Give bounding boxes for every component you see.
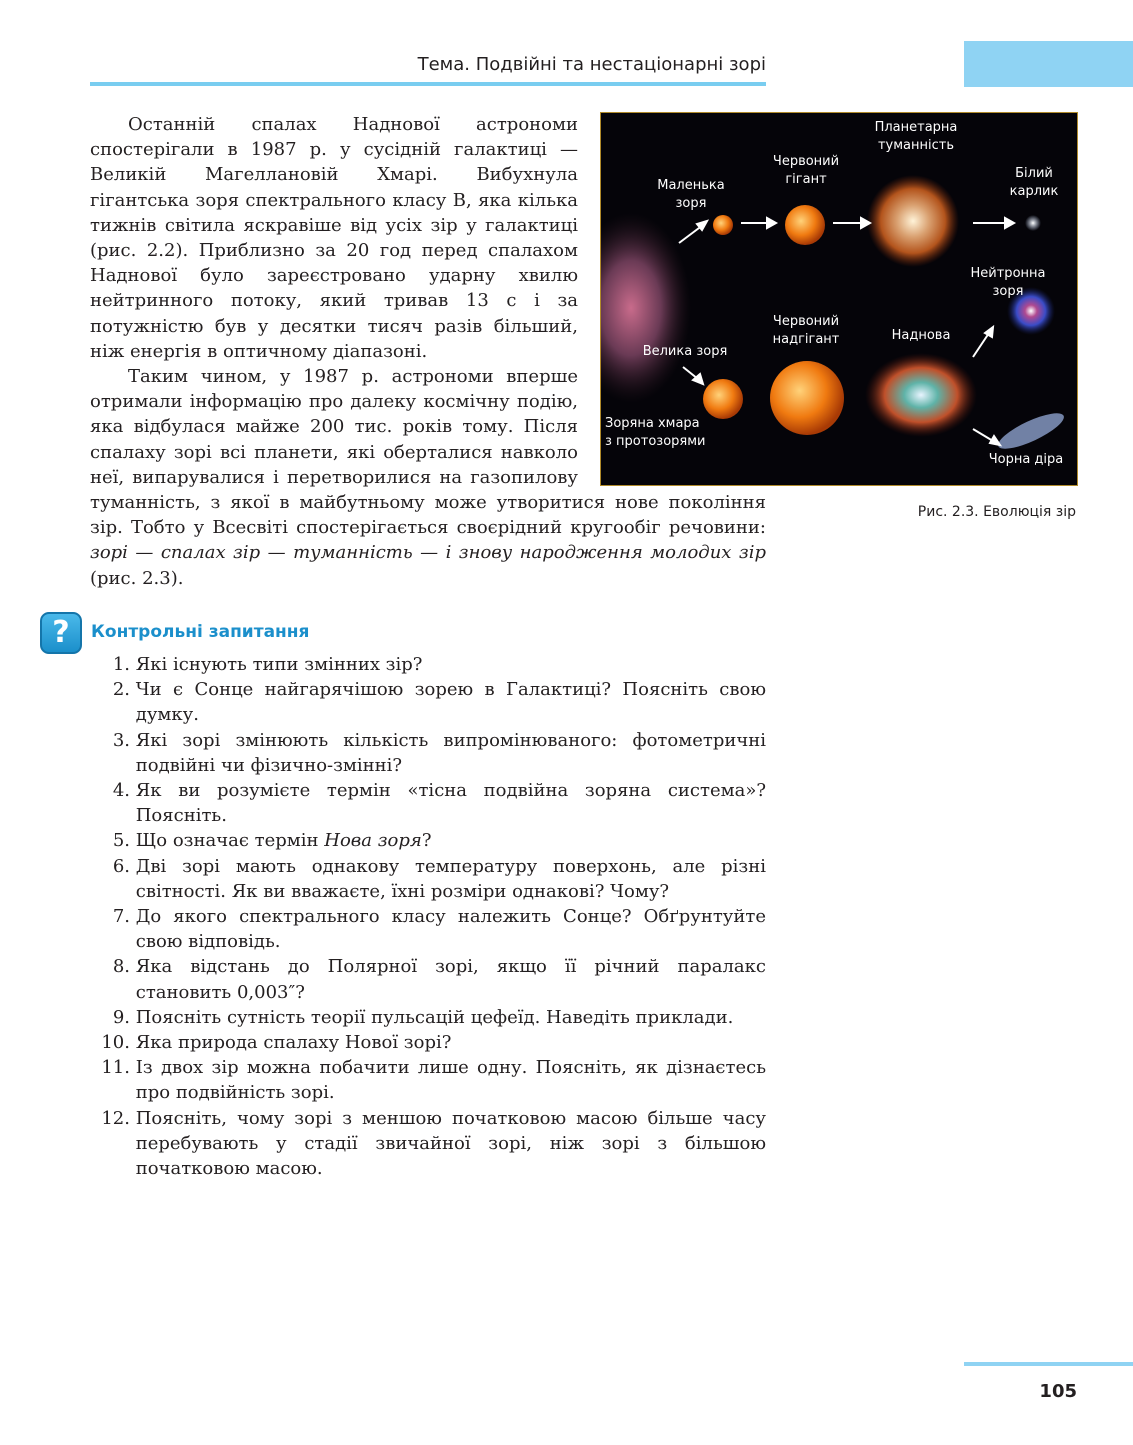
page-header-title: Тема. Подвійні та нестаціонарні зорі (417, 54, 766, 75)
red-supergiant-image (770, 361, 844, 435)
list-item: 2. Чи є Сонце найгарячішою зорею в Галактиці? Поясніть свою думку. (112, 679, 766, 726)
big-star-image (703, 379, 743, 419)
label-red-giant: Червоний гігант (772, 154, 840, 187)
list-item: 4. Як ви розумієте термін «тісна подвійна зоряна система»? Поясніть. (112, 780, 766, 827)
list-item: 9. Поясніть сутність теорії пульсацій цефеїд. Наведіть приклади. (112, 1006, 734, 1028)
red-giant-image (785, 205, 825, 245)
questions-list (90, 652, 766, 1181)
header-color-tab (964, 41, 1133, 87)
list-item: 1. Які існують типи змінних зір? (112, 654, 423, 675)
label-small-star: Маленька зоря (657, 178, 725, 211)
footer-divider (964, 1362, 1133, 1366)
paragraph-2-emphasis: зорі — спалах зір — туманність — і знову народження молодих зір (90, 542, 766, 564)
label-red-supergiant: Червоний надгігант (772, 314, 840, 347)
label-white-dwarf: Білий карлик (1009, 166, 1059, 199)
stellar-evolution-figure (600, 112, 1078, 486)
label-black-hole: Чорна діра (988, 452, 1064, 467)
page-number: 105 (1039, 1381, 1077, 1402)
white-dwarf-image (1025, 215, 1041, 231)
black-hole-image (994, 407, 1068, 456)
label-big-star: Велика зоря (642, 344, 728, 359)
list-item: 12. Поясніть, чому зорі з меншою початковою масою більше часу перебувають у стадії звичайної зорі, ніж зорі з більшою початковою масою. (101, 1107, 766, 1180)
paragraph-2-end: (рис. 2.3). (90, 567, 184, 589)
label-neutron-star: Нейтронна зоря (970, 266, 1046, 299)
list-item: 6. Дві зорі мають однакову температуру поверхонь, але різні світності. Як ви вважаєте, їхні розміри однакові? Чому? (112, 855, 766, 902)
list-item: 5. Що означає термін Нова зоря? (112, 830, 432, 852)
figure-caption: Рис. 2.3. Еволюція зір (917, 504, 1076, 520)
paragraph-2-text: Таким чином, у 1987 р. астрономи вперше отримали інформацію про далеку космічну подію, яка відбулася майже 200 тис. років тому. Після спалаху зорі всі планети, які оберталися навколо неї, випарувалися і перетворилися на газопилову туманність, з якої в майбутньому може утворитися нове покоління зір. Тобто у Всесвіті спостерігається своєрідний кругообіг речовини: (90, 366, 766, 539)
text-column (90, 112, 578, 364)
small-star-image (713, 215, 733, 235)
list-item: 7. До якого спектрального класу належить Сонце? Обґрунтуйте свою відповідь. (112, 906, 766, 953)
list-item: 10. Яка природа спалаху Нової зорі? (101, 1032, 452, 1054)
planetary-nebula-image (867, 175, 959, 267)
label-supernova: Наднова (891, 328, 951, 343)
stellar-cloud-image (601, 213, 691, 403)
questions-title: Контрольні запитання (91, 622, 310, 642)
supernova-image (865, 353, 977, 437)
header-divider (90, 82, 766, 86)
paragraph-1: Останній спалах Наднової астрономи спостерігали в 1987 р. у сусідній галактиці — Великій Магеллановій Хмарі. Вибухнула гігантська зоря спектрального класу B, яка кілька тижнів світила яскравіше від усіх зір у галактиці (рис. 2.2). Приблизно за 20 год перед спалахом Наднової було зареєстровано ударну хвилю нейтринного потоку, який тривав 13 с і за потужністю був у десятки тисяч разів більший, ніж енергія в оптичному діапазоні. (90, 114, 578, 362)
list-item: 8. Яка відстань до Полярної зорі, якщо її річний паралакс становить 0,003″? (112, 956, 766, 1003)
label-stellar-cloud: Зоряна хмара з протозорями (605, 416, 706, 449)
label-planetary-nebula: Планетарна туманність (874, 120, 958, 153)
list-item: 11. Із двох зір можна побачити лише одну. Поясніть, як дізнаєтесь про подвійність зорі. (101, 1057, 766, 1104)
question-mark-icon: ? (40, 612, 82, 654)
list-item: 3. Які зорі змінюють кількість випромінюваного: фотометричні подвійні чи фізично-змінні? (112, 729, 766, 776)
